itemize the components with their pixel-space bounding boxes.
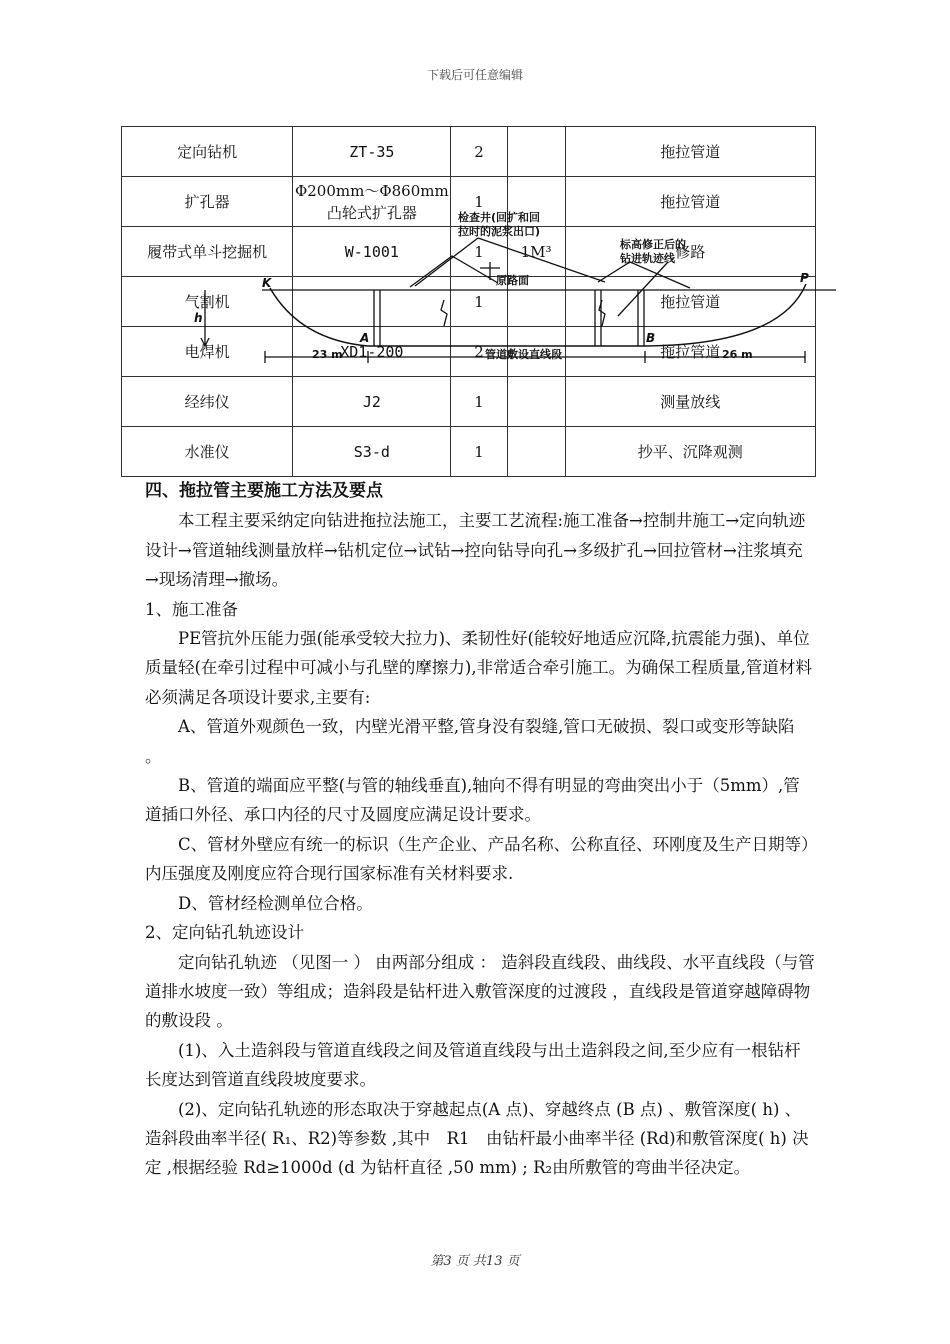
label-b: B: [646, 331, 656, 345]
label-corrected-line1: 标高修正后的: [620, 238, 686, 251]
label-h: h: [194, 311, 203, 325]
equipment-use: 拖拉管道: [565, 327, 815, 377]
table-row: [122, 177, 816, 227]
equipment-unit: [507, 377, 565, 427]
label-p: P: [800, 271, 809, 285]
equipment-qty: 1: [451, 227, 507, 277]
page-header: 下载后可任意编辑: [426, 68, 523, 82]
equipment-name: 扩孔器: [122, 177, 293, 227]
equipment-unit: [507, 177, 565, 227]
label-26m: 26 m: [722, 348, 753, 361]
equipment-name: 电焊机: [122, 327, 293, 377]
paragraph: PE管抗外压能力强(能承受较大拉力)、柔韧性好(能较好地适应沉降,抗震能力强)、单位质量轻(在牵引过程中可减小与孔壁的摩擦力),非常适合牵引施工。为确保工程质量,管道材料必须满足各项设计要求,主要有:: [145, 629, 812, 707]
equipment-use: 测量放线: [565, 377, 815, 427]
equipment-qty: 2: [451, 127, 507, 177]
equipment-name: 定向钻机: [122, 127, 293, 177]
equipment-name: 水准仪: [122, 427, 293, 477]
paragraph: C、管材外壁应有统一的标识（生产企业、产品名称、公称直径、环刚度及生产日期等）内压强度及刚度应符合现行国家标准有关材料要求.: [145, 834, 810, 884]
table-row: [122, 377, 816, 427]
paragraph: B、管道的端面应平整(与管的轴线垂直),轴向不得有明显的弯曲突出小于（5mm）,管道插口外径、承口内径的尺寸及圆度应满足设计要求。: [145, 776, 800, 825]
equipment-model: J2: [293, 377, 451, 427]
label-k: K: [262, 276, 272, 290]
equipment-unit: [507, 327, 565, 377]
equipment-use: 拖拉管道: [565, 177, 815, 227]
label-corrected-line2: 钻进轨迹线: [620, 252, 675, 265]
paragraph: 本工程主要采纳定向钻进拖拉法施工，主要工艺流程:施工准备→控制井施工→定向轨迹设计→管道轴线测量放样→钻机定位→试钻→控向钻导向孔→多级扩孔→回拉管材→注浆填充→现场清理→撤场。: [145, 511, 806, 590]
paragraph: 定向钻孔轨迹 （见图一 ） 由两部分组成 ： 造斜段直线段、曲线段、水平直线段（与管道排水坡度一致）等组成；造斜段是钻杆进入敷管深度的过渡段 ，直线段是管道穿越障碍物的敷设段 。: [145, 952, 815, 1031]
equipment-qty: 1: [451, 177, 507, 227]
section-title: 四、拖拉管主要施工方法及要点: [145, 481, 383, 501]
equipment-unit: [507, 427, 565, 477]
label-23m: 23 m: [312, 348, 343, 361]
label-road-surface: 原路面: [496, 274, 529, 287]
equipment-use: 拖拉管道: [565, 127, 815, 177]
equipment-qty: 1: [451, 277, 507, 327]
equipment-qty: 1: [451, 377, 507, 427]
equipment-model: [293, 277, 451, 327]
table-row: [122, 277, 816, 327]
equipment-use: 修路: [565, 227, 815, 277]
equipment-name: 气割机: [122, 277, 293, 327]
table-row: [122, 227, 816, 277]
equipment-use: 拖拉管道: [565, 277, 815, 327]
equipment-unit: [507, 277, 565, 327]
equipment-qty: 2: [451, 327, 507, 377]
paragraph: D、管材经检测单位合格。: [178, 893, 373, 913]
equipment-model: XD1-200: [293, 327, 451, 377]
body-content: [145, 477, 815, 1183]
label-a: A: [360, 331, 370, 345]
paragraph: (2)、定向钻孔轨迹的形态取决于穿越起点(A 点)、穿越终点 (B 点) 、敷管深度( h) 、造斜段曲率半径( R₁、R2)等参数 ,其中 R1 由钻杆最小曲率半径 (Rd)和敷管深度( h) 决定 ,根据经验 Rd≥1000d (d 为钻杆直径 ,50 mm) ; R₂由所敷管的弯曲半径决定。: [145, 1099, 809, 1178]
label-check-well-line1: 检查井(回扩和回: [458, 211, 541, 224]
paragraph: (1)、入土造斜段与管道直线段之间及管道直线段与出土造斜段之间,至少应有一根钻杆长度达到管道直线段坡度要求。: [145, 1040, 801, 1090]
subsection-heading: 2、定向钻孔轨迹设计: [145, 923, 304, 943]
equipment-qty: 1: [451, 427, 507, 477]
table-row: [122, 327, 816, 377]
equipment-model: ZT-35: [293, 127, 451, 177]
equipment-name: 履带式单斗挖掘机: [122, 227, 293, 277]
equipment-model: Φ200mm～Φ860mm: [294, 181, 449, 200]
table-row: [122, 127, 816, 177]
equipment-table: [121, 126, 816, 477]
page-footer: 第3 页 共13 页: [430, 1254, 520, 1269]
table-row: [122, 427, 816, 477]
equipment-model: S3-d: [293, 427, 451, 477]
equipment-unit: [507, 127, 565, 177]
equipment-use: 抄平、沉降观测: [565, 427, 815, 477]
equipment-unit: 1M³: [507, 227, 565, 277]
equipment-name: 经纬仪: [122, 377, 293, 427]
label-check-well-line2: 拉时的泥浆出口): [458, 225, 541, 238]
subsection-heading: 1、施工准备: [145, 599, 238, 619]
equipment-model: W-1001: [293, 227, 451, 277]
label-straight-section: 管道敷设直线段: [485, 348, 562, 361]
paragraph: A、管道外观颜色一致，内壁光滑平整,管身没有裂缝,管口无破损、裂口或变形等缺陷 。: [145, 717, 795, 766]
equipment-model-line2: 凸轮式扩孔器: [326, 203, 417, 222]
equipment-model-cell: [293, 177, 451, 227]
